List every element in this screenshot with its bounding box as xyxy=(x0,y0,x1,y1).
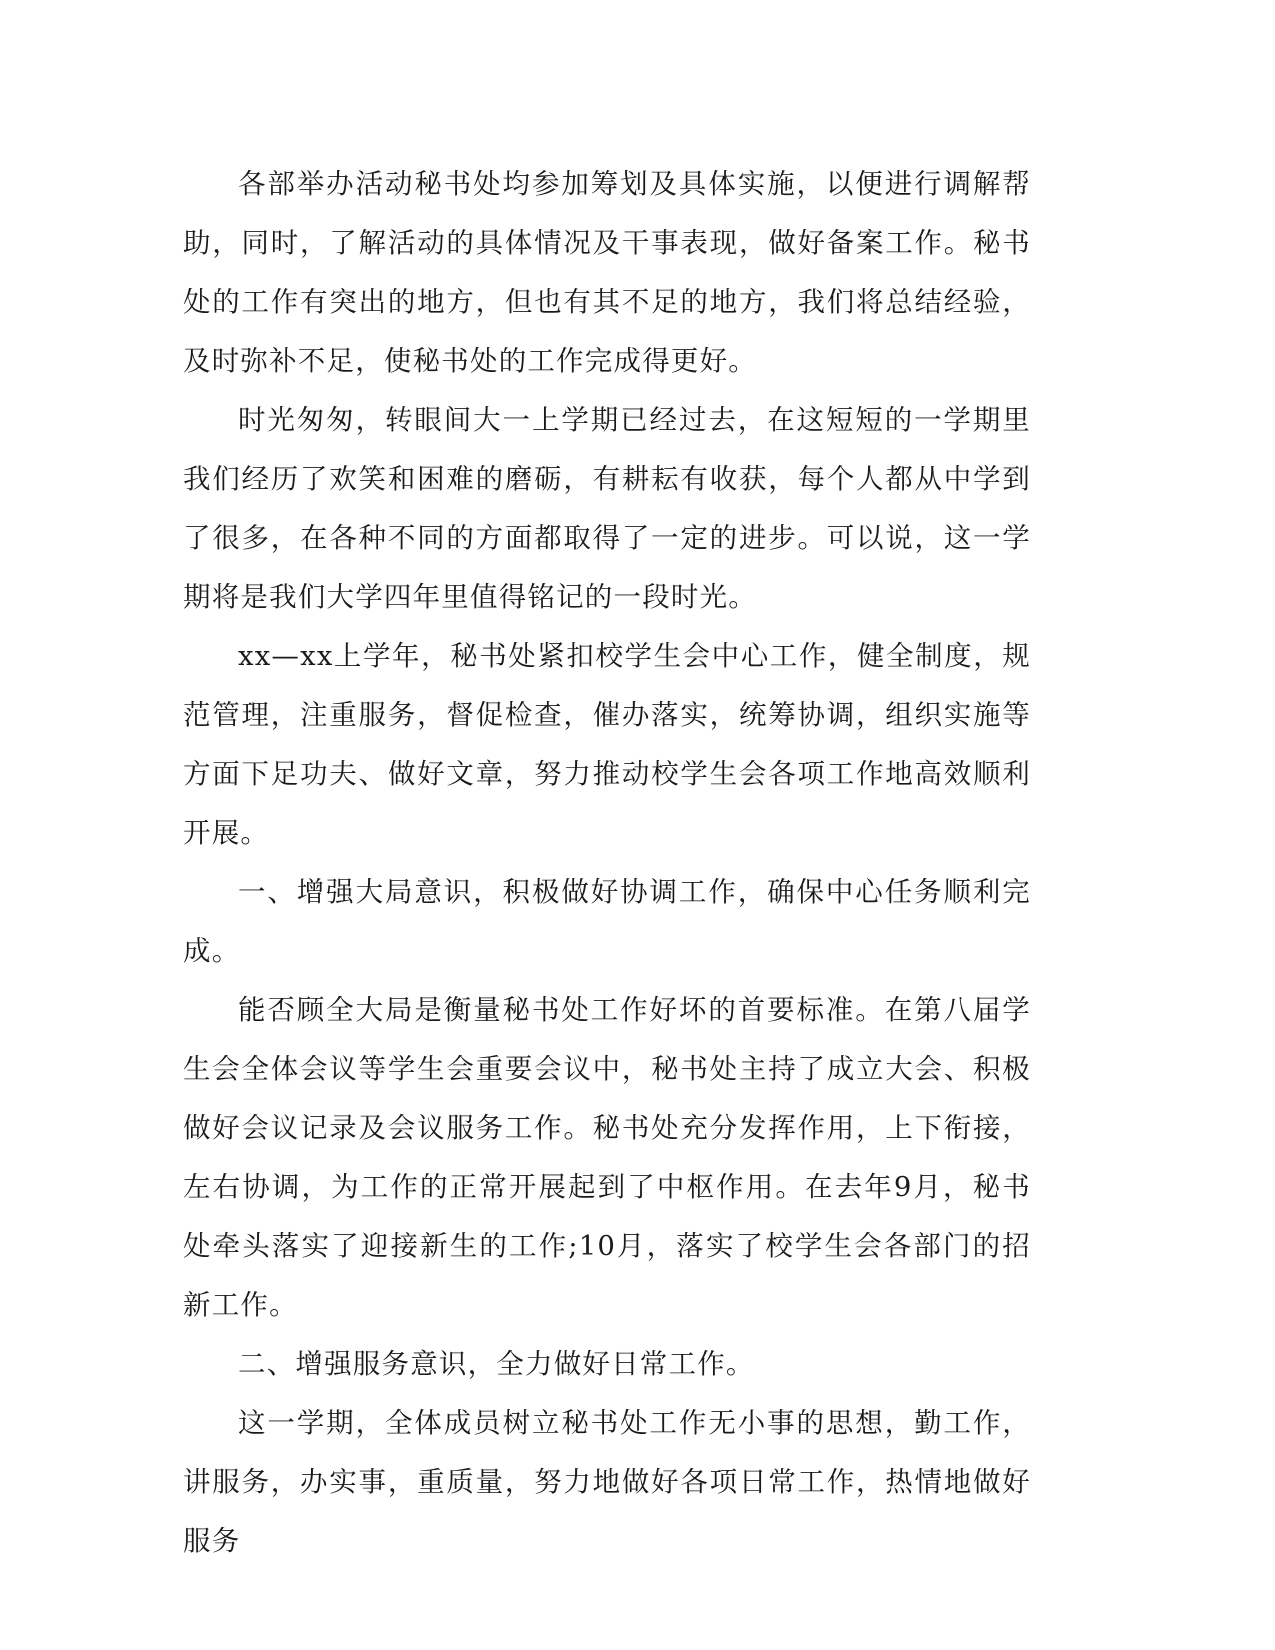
section-heading-coordination: 一、增强大局意识，积极做好协调工作，确保中心任务顺利完成。 xyxy=(183,876,1031,967)
section-heading-service: 二、增强服务意识，全力做好日常工作。 xyxy=(238,1348,755,1380)
paragraph-activity-planning: 各部举办活动秘书处均参加筹划及具体实施，以便进行调解帮助，同时，了解活动的具体情况及干事表现，做好备案工作。秘书处的工作有突出的地方，但也有其不足的地方，我们将总结经验，及时弥补不足，使秘书处的工作完成得更好。 xyxy=(183,168,1031,377)
paragraph-service-details: 这一学期，全体成员树立秘书处工作无小事的思想，勤工作，讲服务，办实事，重质量，努力地做好各项日常工作，热情地做好服务 xyxy=(183,1407,1031,1557)
document-body xyxy=(183,155,1031,1571)
paragraph-semester-reflection: 时光匆匆，转眼间大一上学期已经过去，在这短短的一学期里我们经历了欢笑和困难的磨砺，有耕耘有收获，每个人都从中学到了很多，在各种不同的方面都取得了一定的进步。可以说，这一学期将是我们大学四年里值得铭记的一段时光。 xyxy=(183,404,1031,613)
paragraph-coordination-details: 能否顾全大局是衡量秘书处工作好坏的首要标准。在第八届学生会全体会议等学生会重要会议中，秘书处主持了成立大会、积极做好会议记录及会议服务工作。秘书处充分发挥作用，上下衔接，左右协调，为工作的正常开展起到了中枢作用。在去年9月，秘书处牵头落实了迎接新生的工作;10月，落实了校学生会各部门的招新工作。 xyxy=(183,994,1031,1321)
paragraph-annual-summary: xx—xx上学年，秘书处紧扣校学生会中心工作，健全制度，规范管理，注重服务，督促检查，催办落实，统筹协调，组织实施等方面下足功夫、做好文章，努力推动校学生会各项工作地高效顺利开展。 xyxy=(183,640,1031,849)
